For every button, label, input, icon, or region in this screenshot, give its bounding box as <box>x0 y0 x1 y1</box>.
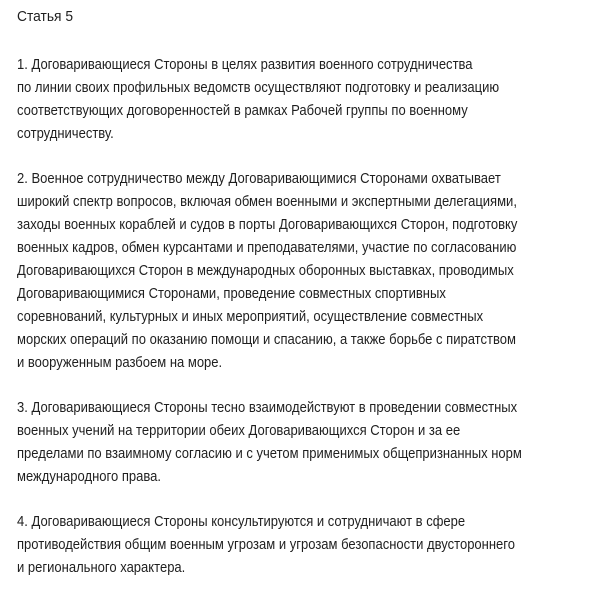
paragraph-1 <box>17 53 597 145</box>
paragraph-line: широкий спектр вопросов, включая обмен военными и экспертными делегациями, <box>17 193 517 210</box>
paragraph-3 <box>17 396 597 488</box>
paragraph-line: и регионального характера. <box>17 559 186 576</box>
paragraph-line: 3. Договаривающиеся Стороны тесно взаимодействуют в проведении совместных <box>17 399 518 416</box>
paragraph-line: 2. Военное сотрудничество между Договаривающимися Сторонами охватывает <box>17 170 501 187</box>
paragraph-line: и вооруженным разбоем на море. <box>17 354 223 371</box>
paragraph-line: Договаривающимися Сторонами, проведение совместных спортивных <box>17 285 446 302</box>
document-body <box>17 6 597 601</box>
paragraph-line: военных учений на территории обеих Договаривающихся Сторон и за ее <box>17 422 461 439</box>
paragraph-line: 1. Договаривающиеся Стороны в целях развития военного сотрудничества <box>17 56 473 73</box>
paragraph-line: военных кадров, обмен курсантами и преподавателями, участие по согласованию <box>17 239 517 256</box>
paragraph-line: пределами по взаимному согласию и с учетом применимых общепризнанных норм <box>17 445 522 462</box>
paragraph-line: сотрудничеству. <box>17 125 114 142</box>
paragraph-line: международного права. <box>17 468 162 485</box>
paragraph-line: соответствующих договоренностей в рамках Рабочей группы по военному <box>17 102 468 119</box>
paragraph-line: 4. Договаривающиеся Стороны консультируются и сотрудничают в сфере <box>17 513 466 530</box>
paragraph-line: противодействия общим военным угрозам и угрозам безопасности двустороннего <box>17 536 516 553</box>
paragraph-line: соревнований, культурных и иных мероприятий, осуществление совместных <box>17 308 484 325</box>
paragraph-line: морских операций по оказанию помощи и спасанию, а также борьбе с пиратством <box>17 331 516 348</box>
paragraph-line: заходы военных кораблей и судов в порты Договаривающихся Сторон, подготовку <box>17 216 518 233</box>
article-title: Статья 5 <box>17 8 74 25</box>
paragraph-line: по линии своих профильных ведомств осуществляют подготовку и реализацию <box>17 79 500 96</box>
paragraph-4 <box>17 510 597 579</box>
paragraph-line: Договаривающихся Сторон в международных оборонных выставках, проводимых <box>17 262 514 279</box>
paragraph-2 <box>17 167 597 374</box>
